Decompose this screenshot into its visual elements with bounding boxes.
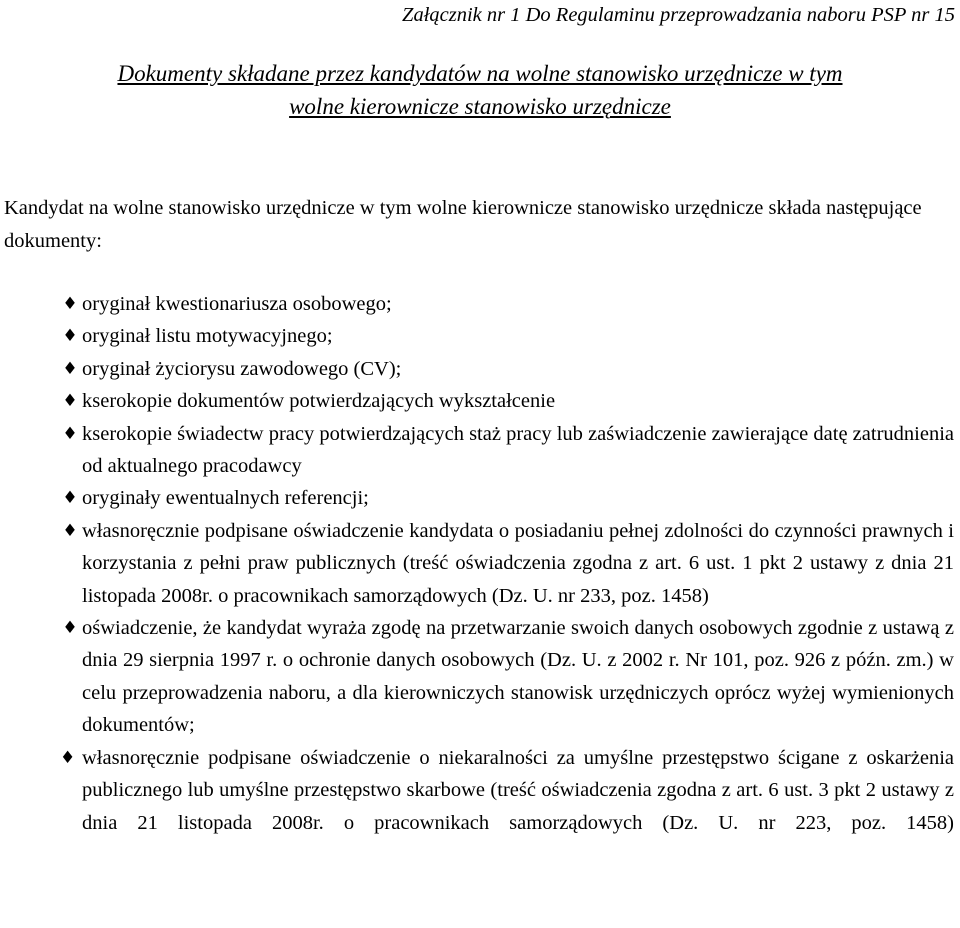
diamond-bullet-icon: ♦ [62, 326, 78, 347]
diamond-bullet-icon: ♦ [62, 423, 78, 444]
list-item-text: kserokopie świadectw pracy potwierdzających staż pracy lub zaświadczenie zawierające datę zatrudnienia od aktualnego pracodawcy [82, 422, 954, 478]
list-item-text: oryginały ewentualnych referencji; [82, 487, 369, 510]
intro-paragraph: Kandydat na wolne stanowisko urzędnicze w tym wolne kierownicze stanowisko urzędnicze składa następujące dokumenty: [4, 197, 922, 252]
diamond-bullet-icon: ♦ [62, 488, 78, 509]
list-item [0, 320, 960, 352]
diamond-bullet-icon: ♦ [60, 747, 76, 768]
list-item [0, 742, 960, 839]
documents-list [0, 288, 960, 839]
list-item [0, 353, 960, 385]
diamond-bullet-icon: ♦ [62, 520, 78, 541]
list-item-text: oświadczenie, że kandydat wyraża zgodę na przetwarzanie swoich danych osobowych zgodnie z ustawą z dnia 29 sierpnia 1997 r. o ochronie danych osobowych (Dz. U. z 2002 r. Nr 101, poz. 926 z późn. zm.) w celu przeprowadzenia naboru, a dla kierowniczych stanowisk urzędniczych oprócz wyżej wymienionych dokumentów; [82, 617, 954, 737]
document-title-line-2: wolne kierownicze stanowisko urzędnicze [289, 93, 671, 119]
diamond-bullet-icon: ♦ [62, 618, 78, 639]
diamond-bullet-icon: ♦ [62, 391, 78, 412]
attachment-header: Załącznik nr 1 Do Regulaminu przeprowadzania naboru PSP nr 15 [402, 4, 955, 26]
diamond-bullet-icon: ♦ [62, 358, 78, 379]
list-item [0, 515, 960, 612]
diamond-bullet-icon: ♦ [62, 294, 78, 314]
list-item-text: własnoręcznie podpisane oświadczenie o niekaralności za umyślne przestępstwo ścigane z oskarżenia publicznego lub umyślne przestępstwo skarbowe (treść oświadczenia zgodna z art. 6 ust. 3 pkt 2 ustawy z dnia 21 listopada 2008r. o pracownikach samorządowych (Dz. U. nr 223, poz. 1458) [82, 746, 954, 834]
document-title-line-1: Dokumenty składane przez kandydatów na wolne stanowisko urzędnicze w tym [117, 61, 843, 86]
list-item-text: własnoręcznie podpisane oświadczenie kandydata o posiadaniu pełnej zdolności do czynności prawnych i korzystania z pełni praw publicznych (treść oświadczenia zgodna z art. 6 ust. 1 pkt 2 ustawy z dnia 21 listopada 2008r. o pracownikach samorządowych (Dz. U. nr 233, poz. 1458) [82, 519, 954, 607]
list-item-text: oryginał kwestionariusza osobowego; [82, 293, 392, 315]
list-item [0, 418, 960, 483]
document-title [0, 58, 960, 123]
list-item-text: kserokopie dokumentów potwierdzających wykształcenie [82, 390, 556, 413]
list-item-text: oryginał listu motywacyjnego; [82, 325, 333, 348]
list-item [0, 482, 960, 514]
list-item [0, 612, 960, 742]
list-item [0, 288, 960, 320]
list-item [0, 385, 960, 417]
list-item-text: oryginał życiorysu zawodowego (CV); [82, 357, 402, 380]
